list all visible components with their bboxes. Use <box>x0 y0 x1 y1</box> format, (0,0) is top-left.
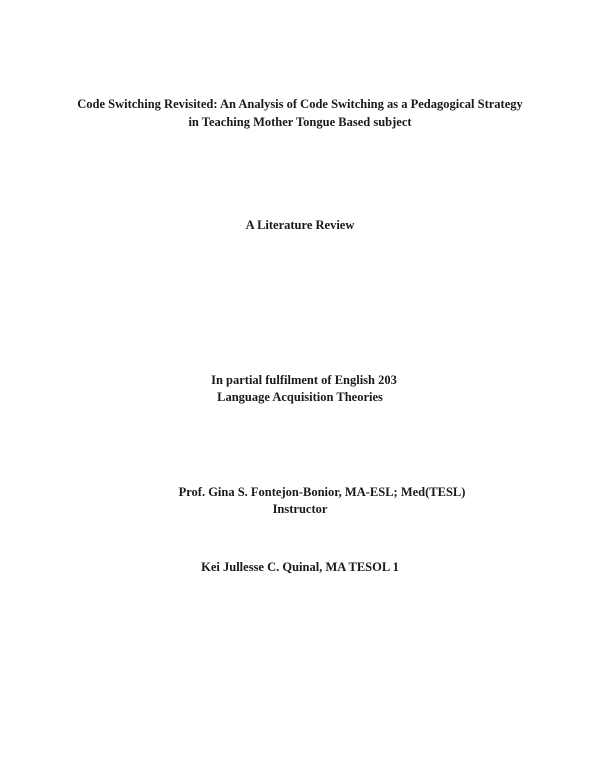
paper-title-line-1: Code Switching Revisited: An Analysis of Code Switching as a Pedagogical Strategy <box>77 97 523 111</box>
course-name: Language Acquisition Theories <box>217 390 383 404</box>
paper-subtitle: A Literature Review <box>245 218 355 232</box>
instructor-name: Prof. Gina S. Fontejon-Bonior, MA-ESL; Med(TESL) <box>178 485 466 499</box>
course-requirement: In partial fulfilment of English 203 <box>211 373 397 387</box>
student-name: Kei Jullesse C. Quinal, MA TESOL 1 <box>201 560 399 574</box>
paper-title-line-2: in Teaching Mother Tongue Based subject <box>188 115 412 129</box>
instructor-role: Instructor <box>272 502 328 516</box>
